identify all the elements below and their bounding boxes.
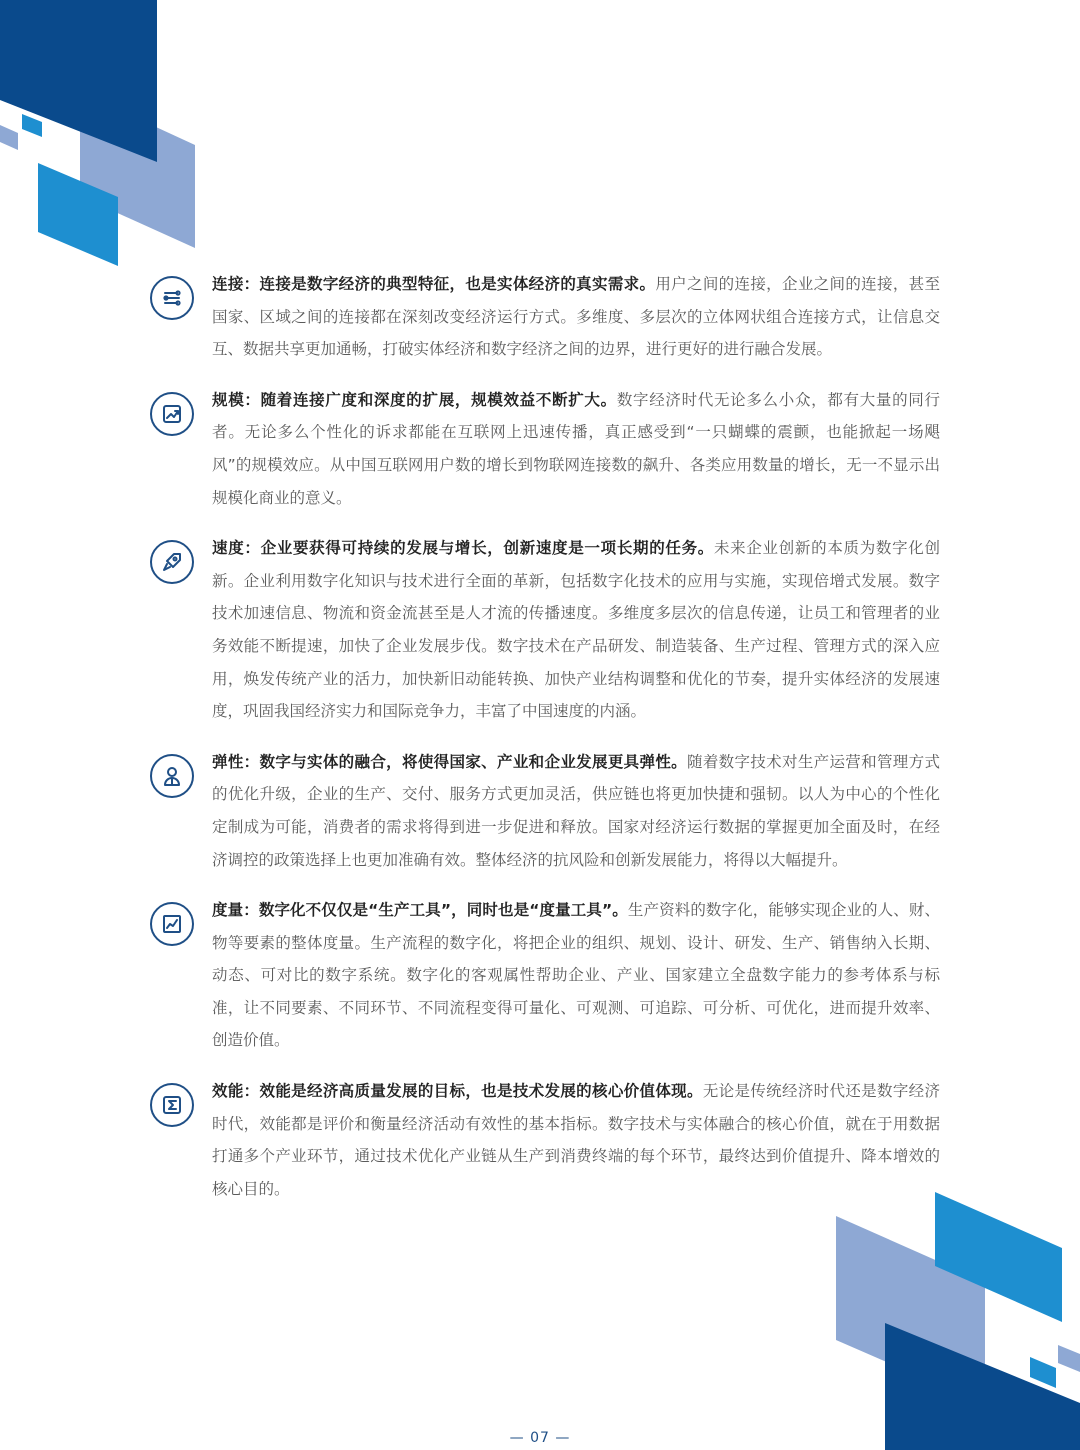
bottom-right-blue-shape xyxy=(935,1192,1062,1322)
item-body: 用户之间的连接，企业之间的连接，甚至国家、区域之间的连接都在深刻改变经济运行方式。多维度、多层次的立体网状组合连接方式，让信息交互、数据共享更加通畅，打破实体经济和数字经济之间的边界，进行更好的进行融合发展。 xyxy=(212,275,940,359)
item-text xyxy=(212,1075,940,1205)
item-text xyxy=(212,746,940,876)
item-text xyxy=(212,268,940,366)
list-item-connection xyxy=(150,268,940,366)
content-list xyxy=(150,268,940,1205)
item-heading: 弹性：数字与实体的融合，将使得国家、产业和企业发展更具弹性。 xyxy=(212,752,687,771)
item-text xyxy=(212,894,940,1057)
item-heading: 度量：数字化不仅仅是“生产工具”，同时也是“度量工具”。 xyxy=(212,901,628,920)
list-item-speed xyxy=(150,532,940,728)
top-left-small-blue-shape xyxy=(22,114,42,137)
connection-icon xyxy=(150,276,194,320)
item-body: 数字经济时代无论多么小众，都有大量的同行者。无论多么个性化的诉求都能在互联网上迅速传播，真正感受到“一只蝴蝶的震颤，也能掀起一场飓风”的规模效应。从中国互联网用户数的增长到物联网连接数的飙升、各类应用数量的增长，无一不显示出规模化商业的意义。 xyxy=(212,390,940,507)
item-heading: 规模：随着连接广度和深度的扩展，规模效益不断扩大。 xyxy=(212,390,617,409)
item-heading: 速度：企业要获得可持续的发展与增长，创新速度是一项长期的任务。 xyxy=(212,539,714,558)
list-item-measure xyxy=(150,894,940,1057)
item-body: 无论是传统经济时代还是数字经济时代，效能都是评价和衡量经济活动有效性的基本指标。数字技术与实体融合的核心价值，就在于用数据打通多个产业环节，通过技术优化产业链从生产到消费终端的每个环节，最终达到价值提升、降本增效的核心目的。 xyxy=(212,1082,940,1198)
top-left-light-shape xyxy=(80,92,195,248)
bottom-right-small-light-shape xyxy=(1058,1345,1080,1372)
top-left-blue-shape xyxy=(38,163,118,266)
item-body: 未来企业创新的本质为数字化创新。企业利用数字化知识与技术进行全面的革新，包括数字化技术的应用与实施，实现倍增式发展。数字技术加速信息、物流和资金流甚至是人才流的传播速度。多维度多层次的信息传递，让员工和管理者的业务效能不断提速，加快了企业发展步伐。数字技术在产品研发、制造装备、生产过程、管理方式的深入应用，焕发传统产业的活力，加快新旧动能转换、加快产业结构调整和优化的节奏，提升实体经济的发展速度，巩固我国经济实力和国际竞争力，丰富了中国速度的内涵。 xyxy=(212,539,940,721)
list-item-scale xyxy=(150,384,940,514)
item-text xyxy=(212,532,940,728)
item-heading: 效能：效能是经济高质量发展的目标，也是技术发展的核心价值体现。 xyxy=(212,1082,703,1101)
rocket-icon xyxy=(150,540,194,584)
growth-chart-icon xyxy=(150,392,194,436)
bottom-right-light-shape xyxy=(836,1216,985,1405)
list-item-efficiency xyxy=(150,1075,940,1205)
bottom-right-small-blue-shape xyxy=(1030,1357,1056,1388)
person-icon xyxy=(150,754,194,798)
item-body: 随着数字技术对生产运营和管理方式的优化升级，企业的生产、交付、服务方式更加灵活，供应链也将更加快捷和强韧。以人为中心的个性化定制成为可能，消费者的需求将得到进一步促进和释放。国家对经济运行数据的掌握更加全面及时，在经济调控的政策选择上也更加准确有效。整体经济的抗风险和创新发展能力，将得以大幅提升。 xyxy=(212,752,940,869)
item-text xyxy=(212,384,940,514)
trend-board-icon xyxy=(150,902,194,946)
sigma-icon xyxy=(150,1083,194,1127)
top-left-dark-shape xyxy=(0,0,157,162)
page-number: — 07 — xyxy=(509,1430,571,1446)
item-body: 生产资料的数字化，能够实现企业的人、财、物等要素的整体度量。生产流程的数字化，将把企业的组织、规划、设计、研发、生产、销售纳入长期、动态、可对比的数字系统。数字化的客观属性帮助企业、产业、国家建立全盘数字能力的参考体系与标准，让不同要素、不同环节、不同流程变得可量化、可观测、可追踪、可分析、可优化，进而提升效率、创造价值。 xyxy=(212,901,940,1050)
list-item-resilience xyxy=(150,746,940,876)
item-heading: 连接：连接是数字经济的典型特征，也是实体经济的真实需求。 xyxy=(212,275,656,293)
top-left-small-light-shape xyxy=(0,125,18,150)
